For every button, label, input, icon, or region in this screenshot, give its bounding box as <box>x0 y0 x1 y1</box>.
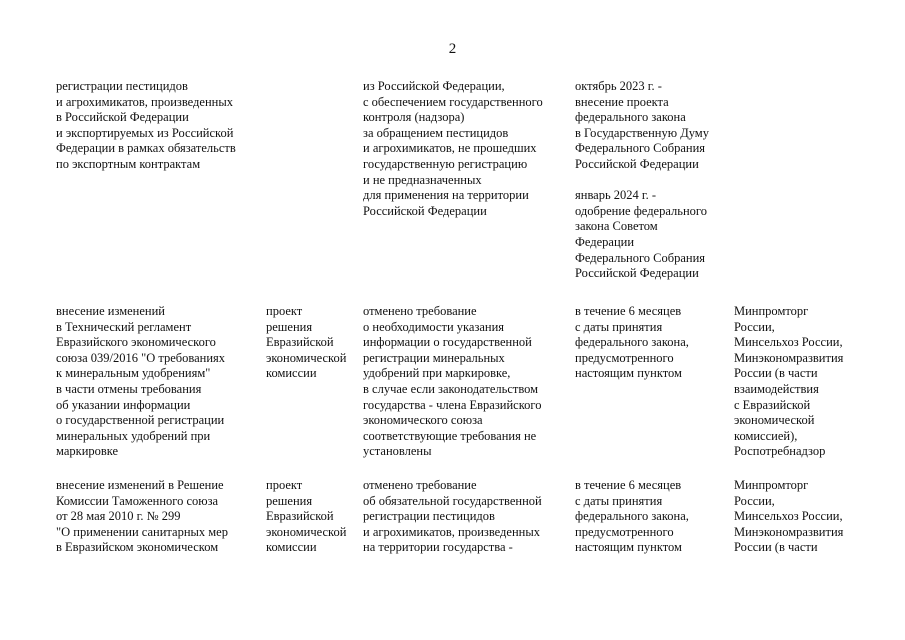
measure-description-cell: внесение изменений в Решение Комиссии Таможенного союза от 28 мая 2010 г. № 299 "О применении санитарных мер в Евразийском экономическом <box>56 478 228 555</box>
measures-table <box>56 79 856 578</box>
deadline-cell: в течение 6 месяцев с даты принятия федерального закона, предусмотренного настоящим пунктом <box>575 304 689 381</box>
table-row <box>56 478 856 578</box>
page-number: 2 <box>448 41 457 57</box>
table-row <box>56 304 856 478</box>
document-type-cell: проект решения Евразийской экономической комиссии <box>266 304 347 381</box>
deadline-cell: октябрь 2023 г. - внесение проекта федерального закона в Государственную Думу Федерального Собрания Российской Федерации январь 2024 г. - одобрение федерального закона Советом Федерации Федерального Собрания Российской Федерации <box>575 79 709 281</box>
expected-result-cell: отменено требование о необходимости указания информации о государственной регистрации минеральных удобрений при маркировке, в случае если законодательством государства - члена Евразийского экономического союза соответствующие требования не установлены <box>363 304 542 459</box>
expected-result-cell: отменено требование об обязательной государственной регистрации пестицидов и агрохимикатов, произведенных на территории государства - <box>363 478 542 555</box>
table-row <box>56 79 856 304</box>
responsible-executors-cell: Минпромторг России, Минсельхоз России, Минэкономразвития России (в части взаимодействия с Евразийской экономической комиссией), Роспотребнадзор <box>734 304 844 459</box>
measure-description-cell: внесение изменений в Технический регламент Евразийского экономического союза 039/2016 "О требованиях к минеральным удобрениям" в части отмены требования об указании информации о государственной регистрации минеральных удобрений при маркировке <box>56 304 226 459</box>
expected-result-cell: из Российской Федерации, с обеспечением государственного контроля (надзора) за обращением пестицидов и агрохимикатов, не прошедших государственную регистрацию и не предназначенных для применения на территории Российской Федерации <box>363 79 543 218</box>
responsible-executors-cell: Минпромторг России, Минсельхоз России, Минэкономразвития России (в части <box>734 478 844 555</box>
deadline-cell: в течение 6 месяцев с даты принятия федерального закона, предусмотренного настоящим пунктом <box>575 478 689 555</box>
measure-description-cell: регистрации пестицидов и агрохимикатов, произведенных в Российской Федерации и экспортируемых из Российской Федерации в рамках обязательств по экспортным контрактам <box>56 79 236 171</box>
document-type-cell: проект решения Евразийской экономической комиссии <box>266 478 347 555</box>
